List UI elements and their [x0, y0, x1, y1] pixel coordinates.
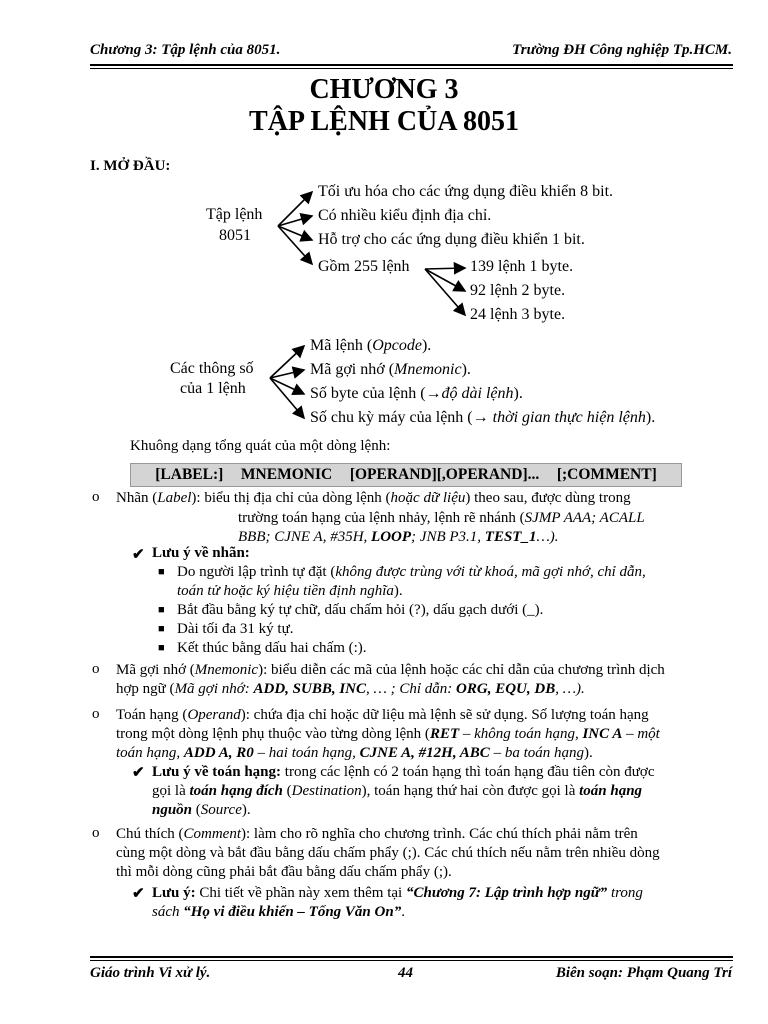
arrow-4 — [278, 226, 312, 264]
bullet-marker: o — [92, 489, 100, 505]
comment-note-line2: sách “Họ vi điều khiển – Tống Văn On”. — [152, 904, 405, 920]
operand-note-line3: nguồn (Source). — [152, 802, 251, 818]
diagram1-item-1: Tối ưu hóa cho các ứng dụng điều khiển 8 bit. — [318, 183, 614, 200]
operand-line1: Toán hạng (Operand): chứa địa chỉ hoặc dữ liệu mà lệnh sẽ sử dụng. Số lượng toán hạng — [116, 707, 649, 723]
label-note-1-line1: Do người lập trình tự đặt (không được trùng với từ khoá, mã gợi nhớ, chỉ dẫn, — [177, 564, 646, 580]
header-school: Trường ĐH Công nghiệp Tp.HCM. — [512, 42, 732, 58]
operand-note-line2: gọi là toán hạng đích (Destination), toán hạng thứ hai còn được gọi là toán hạng — [152, 783, 643, 799]
diagram1-item-4: Gồm 255 lệnh — [318, 258, 410, 275]
diagram1-sub-3: 24 lệnh 3 byte. — [470, 306, 566, 323]
checkmark-icon: ✔ — [132, 547, 145, 563]
square-bullet-icon: ■ — [158, 623, 165, 635]
label-note-2: Bắt đầu bằng ký tự chữ, dấu chấm hỏi (?), dấu gạch dưới (_). — [177, 602, 544, 618]
diagram2-root-line1: Các thông số — [170, 360, 254, 377]
section-heading-intro: I. MỞ ĐẦU: — [90, 158, 171, 174]
diagram1-item-3: Hỗ trợ cho các ứng dụng điều khiển 1 bit. — [318, 231, 585, 248]
comment-note-line1: Lưu ý: Chi tiết về phần này xem thêm tại “Chương 7: Lập trình hợp ngữ” trong — [152, 885, 643, 901]
arrow-11 — [270, 378, 304, 418]
format-intro: Khuông dạng tổng quát của một dòng lệnh: — [130, 438, 391, 454]
footer-rule — [90, 956, 733, 961]
square-bullet-icon: ■ — [158, 642, 165, 654]
chapter-subtitle: TẬP LỆNH CỦA 8051 — [249, 106, 519, 137]
diagram1-sub-2: 92 lệnh 2 byte. — [470, 282, 566, 299]
chapter-title: CHƯƠNG 3 — [309, 74, 459, 105]
label-note-4: Kết thúc bằng dấu hai chấm (:). — [177, 640, 367, 656]
label-note-title: Lưu ý về nhãn: — [152, 545, 250, 561]
diagram1-item-2: Có nhiều kiểu định địa chỉ. — [318, 207, 492, 224]
comment-line2: cùng một dòng và bắt đầu bằng dấu chấm phẩy (;). Các chú thích nếu nằm trên nhiều dòng — [116, 845, 660, 861]
comment-line1: Chú thích (Comment): làm cho rõ nghĩa cho chương trình. Các chú thích phải nằm trên — [116, 826, 638, 842]
page-number: 44 — [398, 965, 413, 981]
label-note-1-line2: toán tử hoặc ký hiệu tiền định nghĩa). — [177, 583, 403, 599]
right-arrow-icon: → — [472, 409, 489, 426]
diagram1-sub-1: 139 lệnh 1 byte. — [470, 258, 574, 275]
mnemonic-line1: Mã gợi nhớ (Mnemonic): biểu diễn các mã của lệnh hoặc các chỉ dẫn của chương trình dịch — [116, 662, 665, 678]
bullet-marker: o — [92, 825, 100, 841]
bullet-marker: o — [92, 706, 100, 722]
arrow-7 — [425, 269, 465, 315]
arrow-6 — [425, 269, 465, 291]
footer-course: Giáo trình Vi xử lý. — [90, 965, 211, 981]
checkmark-icon: ✔ — [132, 765, 145, 781]
arrow-3 — [278, 226, 312, 240]
diagram2-item-1: Mã lệnh (Opcode). — [310, 337, 432, 354]
diagram2-item-3: Số byte của lệnh (→độ dài lệnh). — [310, 385, 523, 402]
right-arrow-icon: → — [425, 385, 442, 402]
checkmark-icon: ✔ — [132, 886, 145, 902]
arrow-10 — [270, 378, 304, 394]
header-chapter: Chương 3: Tập lệnh của 8051. — [90, 42, 281, 58]
diagram1-root-line2: 8051 — [219, 227, 251, 244]
diagram1-root-line1: Tập lệnh — [206, 206, 263, 223]
syntax-box: [LABEL:] MNEMONIC [OPERAND][,OPERAND]... [;COMMENT] — [130, 463, 682, 487]
diagram2-item-4: Số chu kỳ máy của lệnh (→ thời gian thực hiện lệnh). — [310, 409, 656, 426]
label-paragraph-line1: Nhãn (Label): biểu thị địa chỉ của dòng lệnh (hoặc dữ liệu) theo sau, được dùng trong — [116, 490, 631, 506]
label-paragraph-line2: trường toán hạng của lệnh nhảy, lệnh rẽ nhánh (SJMP AAA; ACALL — [238, 510, 645, 526]
label-paragraph-line3: BBB; CJNE A, #35H, LOOP; JNB P3.1, TEST_1…). — [238, 529, 559, 545]
bullet-marker: o — [92, 661, 100, 677]
label-note-3: Dài tối đa 31 ký tự. — [177, 621, 294, 637]
operand-line2: trong một dòng lệnh phụ thuộc vào từng dòng lệnh (RET – không toán hạng, INC A – một — [116, 726, 660, 742]
diagram2-item-2: Mã gợi nhớ (Mnemonic). — [310, 361, 471, 378]
operand-note-line1: Lưu ý về toán hạng: trong các lệnh có 2 toán hạng thì toán hạng đầu tiên còn được — [152, 764, 655, 780]
square-bullet-icon: ■ — [158, 604, 165, 616]
square-bullet-icon: ■ — [158, 566, 165, 578]
arrow-5 — [425, 268, 465, 269]
comment-line3: thì mỗi dòng cũng phải bắt đầu bằng dấu chấm phẩy (;). — [116, 864, 452, 880]
diagram2-root-line2: của 1 lệnh — [180, 380, 246, 397]
operand-line3: toán hạng, ADD A, R0 – hai toán hạng, CJNE A, #12H, ABC – ba toán hạng). — [116, 745, 593, 761]
footer-author: Biên soạn: Phạm Quang Trí — [555, 965, 732, 981]
mnemonic-line2: hợp ngữ (Mã gợi nhớ: ADD, SUBB, INC, … ; Chỉ dẫn: ORG, EQU, DB, …). — [116, 681, 585, 697]
